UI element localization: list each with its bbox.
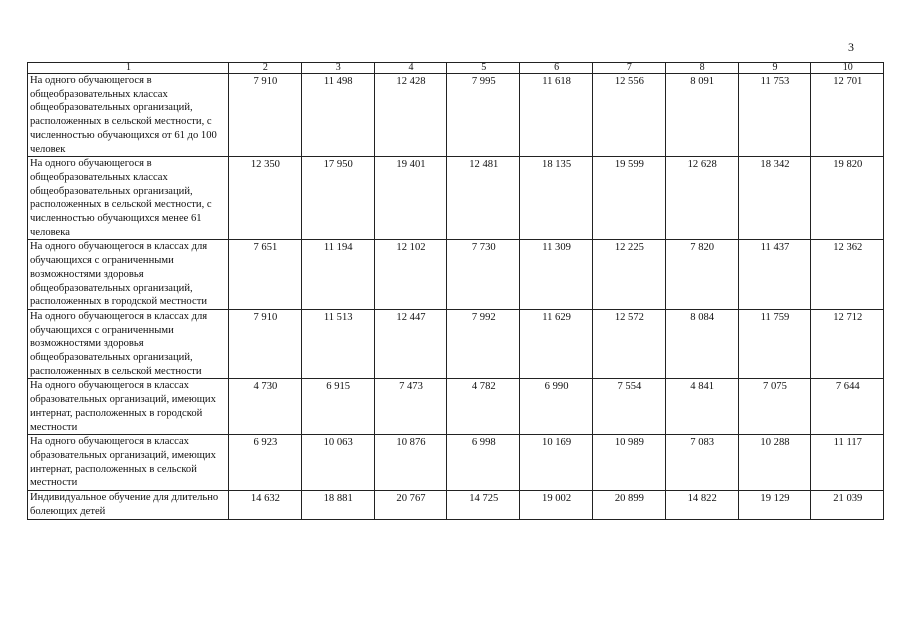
table-row: [28, 435, 884, 491]
table-cell: 7 651: [229, 240, 302, 310]
table-cell: 6 990: [520, 379, 593, 435]
table-row: [28, 379, 884, 435]
row-label: На одного обучающегося в классах для обучающихся с ограниченными возможностями здоровья общеобразовательных организаций, расположенных в городской местности: [28, 240, 229, 310]
row-label: На одного обучающегося в общеобразовательных классах общеобразовательных организаций, расположенных в сельской местности, с численностью обучающихся от 61 до 100 человек: [28, 74, 229, 157]
table-cell: 10 288: [738, 435, 811, 491]
table-cell: 20 899: [592, 491, 665, 519]
row-label: На одного обучающегося в классах образовательных организаций, имеющих интернат, расположенных в сельской местности: [28, 435, 229, 491]
table-cell: 12 428: [374, 74, 447, 157]
table-cell: 7 820: [665, 240, 738, 310]
column-header: 9: [738, 63, 811, 74]
row-label: На одного обучающегося в классах образовательных организаций, имеющих интернат, расположенных в городской местности: [28, 379, 229, 435]
table-row: [28, 240, 884, 310]
table-cell: 8 084: [665, 309, 738, 379]
table-cell: 14 632: [229, 491, 302, 519]
table-row: [28, 157, 884, 240]
table-cell: 12 447: [374, 309, 447, 379]
table-cell: 12 701: [811, 74, 884, 157]
table-cell: 12 481: [447, 157, 520, 240]
table-cell: 19 820: [811, 157, 884, 240]
table-cell: 10 063: [301, 435, 374, 491]
data-table: [27, 62, 884, 520]
header-row: [28, 63, 884, 74]
table-cell: 21 039: [811, 491, 884, 519]
table-cell: 12 628: [665, 157, 738, 240]
table-cell: 4 730: [229, 379, 302, 435]
row-label: На одного обучающегося в классах для обучающихся с ограниченными возможностями здоровья общеобразовательных организаций, расположенных в сельской местности: [28, 309, 229, 379]
table-row: [28, 491, 884, 519]
column-header: 1: [28, 63, 229, 74]
table-cell: 18 342: [738, 157, 811, 240]
table-cell: 19 599: [592, 157, 665, 240]
table-cell: 20 767: [374, 491, 447, 519]
table-cell: 7 083: [665, 435, 738, 491]
table-cell: 12 712: [811, 309, 884, 379]
table-cell: 11 437: [738, 240, 811, 310]
table-cell: 11 498: [301, 74, 374, 157]
table-cell: 10 989: [592, 435, 665, 491]
row-label: На одного обучающегося в общеобразовательных классах общеобразовательных организаций, расположенных в сельской местности, с численностью обучающихся менее 61 человека: [28, 157, 229, 240]
table-cell: 7 554: [592, 379, 665, 435]
table-cell: 12 556: [592, 74, 665, 157]
table-cell: 7 473: [374, 379, 447, 435]
column-header: 7: [592, 63, 665, 74]
table-cell: 4 782: [447, 379, 520, 435]
table-cell: 6 998: [447, 435, 520, 491]
table-cell: 10 876: [374, 435, 447, 491]
table-cell: 12 362: [811, 240, 884, 310]
column-header: 8: [665, 63, 738, 74]
table-cell: 11 194: [301, 240, 374, 310]
column-header: 5: [447, 63, 520, 74]
table-cell: 11 117: [811, 435, 884, 491]
table-cell: 19 129: [738, 491, 811, 519]
table-row: [28, 74, 884, 157]
row-label: Индивидуальное обучение для длительно болеющих детей: [28, 491, 229, 519]
table-cell: 11 753: [738, 74, 811, 157]
table-row: [28, 309, 884, 379]
table-cell: 7 730: [447, 240, 520, 310]
table-cell: 12 350: [229, 157, 302, 240]
table-cell: 14 822: [665, 491, 738, 519]
table-cell: 8 091: [665, 74, 738, 157]
table-cell: 17 950: [301, 157, 374, 240]
table-cell: 7 075: [738, 379, 811, 435]
table-cell: 12 225: [592, 240, 665, 310]
table-cell: 10 169: [520, 435, 593, 491]
table-cell: 7 644: [811, 379, 884, 435]
table-cell: 18 135: [520, 157, 593, 240]
column-header: 2: [229, 63, 302, 74]
table-cell: 18 881: [301, 491, 374, 519]
table-cell: 12 572: [592, 309, 665, 379]
table-cell: 11 629: [520, 309, 593, 379]
table-cell: 12 102: [374, 240, 447, 310]
table-cell: 11 513: [301, 309, 374, 379]
table-cell: 7 910: [229, 309, 302, 379]
table-cell: 7 910: [229, 74, 302, 157]
column-header: 10: [811, 63, 884, 74]
table-cell: 7 995: [447, 74, 520, 157]
table-cell: 7 992: [447, 309, 520, 379]
column-header: 4: [374, 63, 447, 74]
table-cell: 11 309: [520, 240, 593, 310]
table-cell: 19 401: [374, 157, 447, 240]
table-cell: 11 618: [520, 74, 593, 157]
column-header: 3: [301, 63, 374, 74]
table-cell: 6 923: [229, 435, 302, 491]
table-cell: 19 002: [520, 491, 593, 519]
page-number: 3: [848, 40, 854, 54]
table-cell: 6 915: [301, 379, 374, 435]
table-cell: 14 725: [447, 491, 520, 519]
column-header: 6: [520, 63, 593, 74]
table-cell: 4 841: [665, 379, 738, 435]
table-cell: 11 759: [738, 309, 811, 379]
